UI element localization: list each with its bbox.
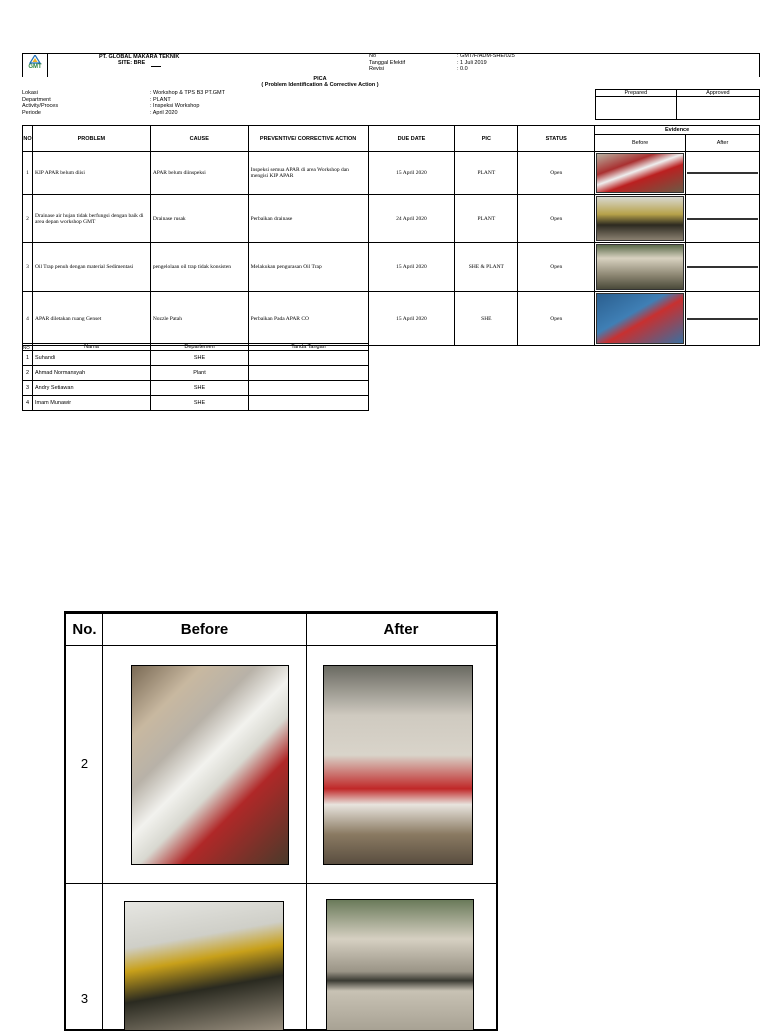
sig-signature [249, 351, 369, 366]
sig-name: Imam Munawir [33, 396, 151, 411]
evidence-table [64, 611, 498, 1031]
signature-table [22, 343, 369, 411]
info-row: Activity/Proces : Inspeksi Workshop [22, 103, 200, 109]
info-row: Department : PLANT [22, 96, 171, 103]
row-problem: KIP APAR belum diisi [32, 152, 150, 195]
doc-row-date: Tanggal Efektif : 1 Juli 2019 [369, 59, 487, 66]
after-photo-cell [686, 243, 760, 292]
approved-signature [676, 97, 759, 120]
row-no: 1 [23, 152, 33, 195]
signature-row [23, 396, 369, 411]
sig-no: 4 [23, 396, 33, 411]
col-pic: PIC [455, 126, 518, 152]
row-due: 15 April 2020 [368, 243, 455, 292]
page-title: PICA [313, 76, 327, 82]
after-photo-cell [686, 292, 760, 346]
row-action: Perbaikan Pada APAR CO [248, 292, 368, 346]
signature-row [23, 366, 369, 381]
doc-row-revision: Revisi : 0.0 [369, 66, 468, 72]
company-logo [24, 55, 46, 73]
divider [306, 614, 307, 1029]
divider [66, 883, 496, 884]
sig-name: Andry Setiawan [33, 381, 151, 396]
row-due: 15 April 2020 [368, 152, 455, 195]
after-photo [687, 266, 758, 268]
sig-name: Ahmad Normansyah [33, 366, 151, 381]
info-block [22, 90, 282, 116]
logo-divider [47, 53, 48, 77]
sig-signature [249, 366, 369, 381]
sig-col-sign: Tanda Tangan [249, 344, 369, 351]
signature-row [23, 381, 369, 396]
row-no: 2 [23, 195, 33, 243]
col-action: PREVENTIVE/ CORRECTIVE ACTION [248, 126, 368, 152]
divider [102, 614, 103, 1029]
doc-info [369, 53, 519, 73]
before-photo [596, 293, 684, 344]
after-photo-cell [686, 152, 760, 195]
row-action: Perbaikan drainase [248, 195, 368, 243]
sig-signature [249, 396, 369, 411]
before-photo [596, 196, 684, 241]
row-pic: SHE & PLANT [455, 243, 518, 292]
before-photo-cell [595, 152, 686, 195]
evidence-col-no: No. [66, 614, 103, 646]
doc-row-no: No : GMT/F/ADM-SHE/025 [369, 53, 515, 59]
after-photo [323, 665, 473, 865]
sig-col-no: NO [23, 344, 33, 351]
row-status: Open [518, 243, 595, 292]
before-photo [124, 901, 284, 1031]
company-name: PT. GLOBAL MAKARA TEKNIK [99, 54, 180, 60]
evidence-col-after: After [306, 614, 496, 646]
row-cause: Nozzle Patah [150, 292, 248, 346]
evidence-row-no: 3 [80, 991, 89, 1006]
after-photo [687, 172, 758, 174]
row-due: 24 April 2020 [368, 195, 455, 243]
row-status: Open [518, 292, 595, 346]
evidence-row-no: 2 [80, 756, 89, 771]
before-photo [596, 153, 684, 193]
col-before: Before [595, 135, 686, 152]
sig-no: 1 [23, 351, 33, 366]
before-photo [596, 244, 684, 290]
row-cause: pengelolaan oil trap tidak konsisten [150, 243, 248, 292]
table-row [23, 152, 760, 195]
site-underline [151, 66, 161, 67]
sig-dept: SHE [151, 396, 249, 411]
row-no: 3 [23, 243, 33, 292]
sig-col-dept: Departemen [151, 344, 249, 351]
row-problem: APAR diletakan ruang Genset [32, 292, 150, 346]
sig-no: 3 [23, 381, 33, 396]
col-problem: PROBLEM [32, 126, 150, 152]
row-action: Melakukan pengurasan Oil Trap [248, 243, 368, 292]
after-photo [326, 899, 474, 1031]
row-pic: SHE [455, 292, 518, 346]
info-row: Lokasi : Workshop & TPS B3 PT.GMT [22, 90, 225, 96]
pica-table [22, 125, 760, 346]
row-cause: APAR belum diinspeksi [150, 152, 248, 195]
logo-icon [29, 55, 41, 64]
row-pic: PLANT [455, 195, 518, 243]
after-photo [687, 318, 758, 320]
row-status: Open [518, 152, 595, 195]
col-no: NO [23, 126, 33, 152]
before-photo-cell [595, 292, 686, 346]
row-no: 4 [23, 292, 33, 346]
info-row: Periode : April 2020 [22, 109, 178, 116]
row-due: 15 April 2020 [368, 292, 455, 346]
evidence-col-before: Before [103, 614, 306, 646]
table-row [23, 292, 760, 346]
sig-name: Suhandi [33, 351, 151, 366]
before-photo [131, 665, 289, 865]
row-problem: Drainase air hujan tidak berfungsi dengan baik di area depan workshop GMT [32, 195, 150, 243]
after-photo-cell [686, 195, 760, 243]
row-status: Open [518, 195, 595, 243]
row-cause: Drainase rusak [150, 195, 248, 243]
table-row [23, 243, 760, 292]
after-photo [687, 218, 758, 220]
before-photo-cell [595, 243, 686, 292]
approved-label: Approved [676, 90, 759, 97]
sig-dept: SHE [151, 381, 249, 396]
col-after: After [686, 135, 760, 152]
sig-dept: SHE [151, 351, 249, 366]
prepared-label: Prepared [596, 90, 677, 97]
signature-row [23, 351, 369, 366]
sig-no: 2 [23, 366, 33, 381]
sig-col-name: Nama [33, 344, 151, 351]
before-photo-cell [595, 195, 686, 243]
page-subtitle: ( Problem Identification & Corrective Action ) [261, 82, 379, 88]
row-pic: PLANT [455, 152, 518, 195]
logo-text: GMT [28, 64, 42, 70]
row-action: Inspeksi semua APAR di area Workshop dan mengisi KIP APAR [248, 152, 368, 195]
table-row [23, 195, 760, 243]
sig-signature [249, 381, 369, 396]
col-evidence: Evidence [595, 126, 760, 135]
col-cause: CAUSE [150, 126, 248, 152]
approval-table [595, 89, 760, 120]
sig-dept: Plant [151, 366, 249, 381]
prepared-signature [596, 97, 677, 120]
site-name: SITE: BRE [118, 60, 146, 66]
col-status: STATUS [518, 126, 595, 152]
row-problem: Oil Trap penuh dengan material Sedimentasi [32, 243, 150, 292]
col-due-date: DUE DATE [368, 126, 455, 152]
